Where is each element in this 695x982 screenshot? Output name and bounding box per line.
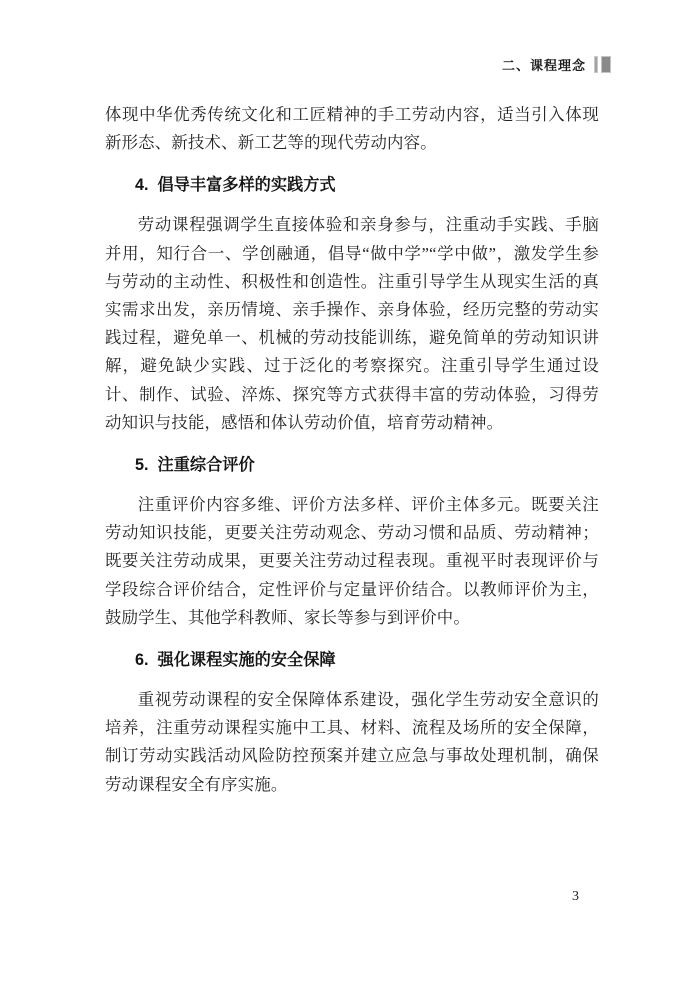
section-heading-4-title: 倡导丰富多样的实践方式 bbox=[157, 176, 336, 195]
intro-paragraph: 体现中华优秀传统文化和工匠精神的手工劳动内容，适当引入体现新形态、新技术、新工艺等的现代劳动内容。 bbox=[105, 105, 599, 153]
running-head-title: 二、课程理念 bbox=[501, 57, 586, 73]
header-decoration bbox=[594, 56, 611, 73]
section-heading-5-title: 注重综合评价 bbox=[157, 456, 255, 475]
running-head bbox=[0, 54, 611, 74]
section-heading-6-title: 强化课程实施的安全保障 bbox=[157, 651, 336, 670]
page-body bbox=[105, 101, 599, 799]
section-heading-6-number: 6. bbox=[135, 651, 149, 670]
section-heading-6 bbox=[135, 646, 599, 674]
section-5-paragraph: 注重评价内容多维、评价方法多样、评价主体多元。既要关注劳动知识技能，更要关注劳动观念、劳动习惯和品质、劳动精神；既要关注劳动成果，更要关注劳动过程表现。重视平时表现评价与学段综合评价结合，定性评价与定量评价结合。以教师评价为主，鼓励学生、其他学科教师、家长等参与到评价中。 bbox=[105, 495, 599, 627]
header-bar-thin-icon bbox=[594, 56, 598, 73]
section-heading-5-number: 5. bbox=[135, 456, 149, 475]
page-number: 3 bbox=[572, 889, 579, 904]
section-heading-4 bbox=[135, 171, 599, 199]
section-4-paragraph: 劳动课程强调学生直接体验和亲身参与，注重动手实践、手脑并用，知行合一、学创融通，倡导“做中学”“学中做”，激发学生参与劳动的主动性、积极性和创造性。注重引导学生从现实生活的真实需求出发，亲历情境、亲手操作、亲身体验，经历完整的劳动实践过程，避免单一、机械的劳动技能训练，避免简单的劳动知识讲解，避免缺少实践、过于泛化的考察探究。注重引导学生通过设计、制作、试验、淬炼、探究等方式获得丰富的劳动体验，习得劳动知识与技能，感悟和体认劳动价值，培育劳动精神。 bbox=[105, 215, 599, 432]
header-bar-thick-icon bbox=[601, 56, 611, 73]
section-heading-4-number: 4. bbox=[135, 176, 149, 195]
section-heading-5 bbox=[135, 451, 599, 479]
section-6-paragraph: 重视劳动课程的安全保障体系建设，强化学生劳动安全意识的培养，注重劳动课程实施中工具、材料、流程及场所的安全保障，制订劳动实践活动风险防控预案并建立应急与事故处理机制，确保劳动课程安全有序实施。 bbox=[105, 690, 599, 794]
